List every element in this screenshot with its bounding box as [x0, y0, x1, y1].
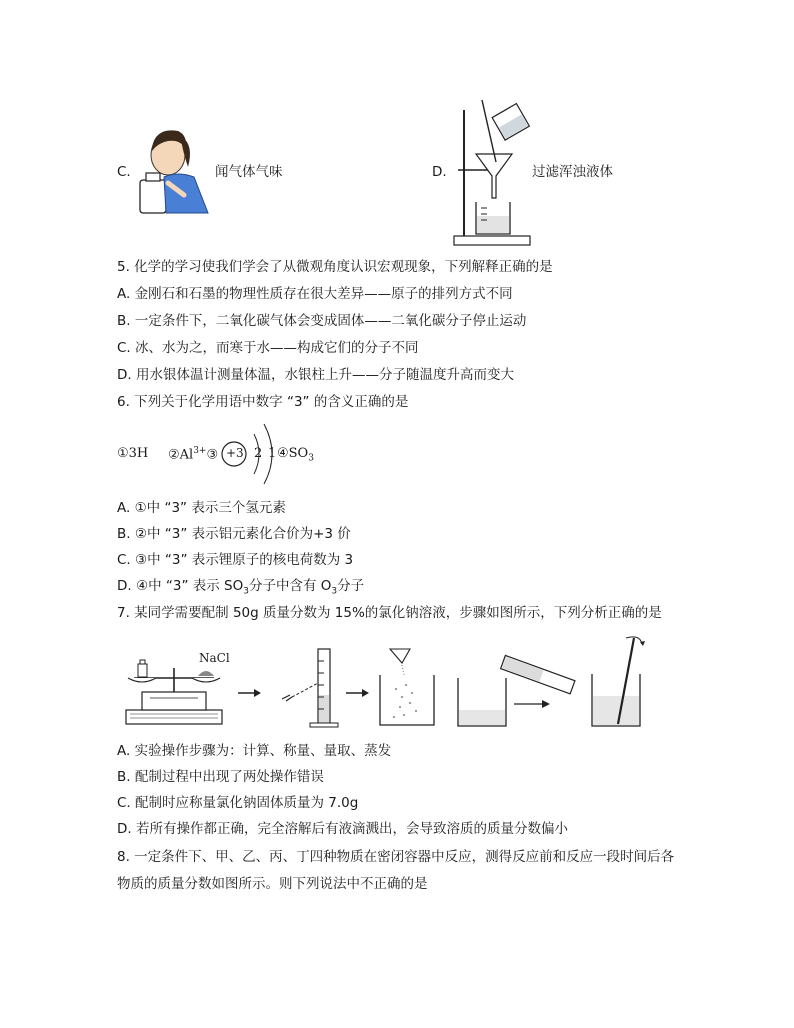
formula-4-subscript: 3: [308, 453, 314, 464]
atom-shell-2-electrons: 1: [268, 446, 277, 461]
formula-1: ①3H: [117, 446, 149, 461]
question-6-option-d: [117, 577, 364, 601]
question-7-stem: 7. 某同学需要配制 50g 质量分数为 15%的氯化钠溶液，步骤如图所示，下列分析正确的是: [117, 605, 662, 621]
option-c-text: 闻气体气味: [215, 164, 283, 180]
question-6-option-a: A. ①中 “3” 表示三个氢元素: [117, 500, 286, 516]
formula-2-symbol: ②Al: [168, 447, 194, 463]
question-5-option-c: C. 冰、水为之，而寒于水——构成它们的分子不同: [117, 340, 419, 356]
option-d-text-part1: D. ④中 “3” 表示 SO: [117, 578, 244, 594]
option-d-text-part3: 分子: [337, 578, 365, 594]
smelling-gas-illustration: [138, 125, 212, 215]
nacl-label: NaCl: [199, 651, 230, 665]
question-8-stem-line-1: 8. 一定条件下、甲、乙、丙、丁四种物质在密闭容器中反应，测得反应前和反应一段时间后各: [117, 849, 675, 865]
formula-4-symbol: ④SO: [277, 446, 309, 461]
arrow-1-icon: [238, 688, 262, 698]
option-d-text-part2: 分子中含有 O: [248, 578, 332, 594]
question-6-option-b: B. ②中 “3” 表示铝元素化合价为+3 价: [117, 526, 351, 542]
question-7-option-a: A. 实验操作步骤为：计算、称量、量取、蒸发: [117, 743, 392, 759]
filtration-apparatus-illustration: [452, 98, 532, 248]
question-8-stem-line-2: 物质的质量分数如图所示。则下列说法中不正确的是: [117, 876, 428, 892]
question-7-option-d: D. 若所有操作都正确，完全溶解后有液滴溅出，会导致溶质的质量分数偏小: [117, 821, 568, 837]
question-5-stem: 5. 化学的学习使我们学会了从微观角度认识宏观现象，下列解释正确的是: [117, 259, 553, 275]
question-5-option-d: D. 用水银体温计测量体温，水银柱上升——分子随温度升高而变大: [117, 367, 514, 383]
option-d-subscript-2: 3: [331, 586, 338, 597]
stirring-beaker-illustration: [588, 632, 652, 730]
formula-4: [277, 446, 314, 464]
formula-3-marker: ③: [206, 447, 219, 463]
pouring-salt-beaker-illustration: [376, 645, 442, 729]
question-5-option-a: A. 金刚石和石墨的物理性质存在很大差异——原子的排列方式不同: [117, 286, 513, 302]
arrow-2-icon: [346, 688, 370, 698]
measuring-cylinder-illustration: [280, 645, 356, 729]
question-6-option-c: C. ③中 “3” 表示锂原子的核电荷数为 3: [117, 552, 354, 568]
atom-nucleus-charge: +3: [226, 446, 244, 460]
option-d-text: 过滤浑浊液体: [532, 164, 613, 180]
option-c-label: C.: [117, 164, 131, 180]
formula-2: [168, 446, 218, 462]
question-7-option-b: B. 配制过程中出现了两处操作错误: [117, 769, 324, 785]
option-d-subscript-1: 3: [243, 586, 249, 597]
formula-2-charge: 3+: [193, 446, 207, 456]
atom-shell-1-electrons: 2: [254, 446, 263, 461]
pouring-water-beaker-illustration: [454, 658, 580, 730]
question-5-option-b: B. 一定条件下，二氧化碳气体会变成固体——二氧化碳分子停止运动: [117, 313, 527, 329]
question-6-stem: 6. 下列关于化学用语中数字 “3” 的含义正确的是: [117, 394, 409, 410]
question-7-option-c: C. 配制时应称量氯化钠固体质量为 7.0g: [117, 795, 359, 811]
option-d-label: D.: [432, 164, 447, 180]
